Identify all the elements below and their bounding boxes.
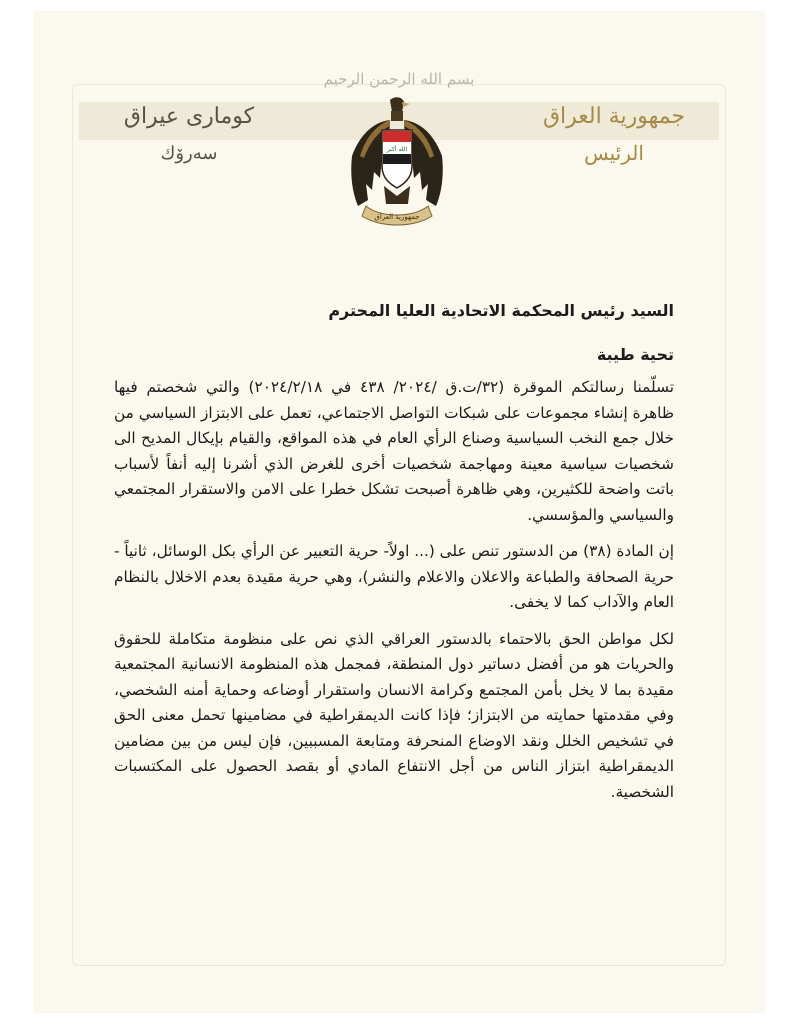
paragraph: إن المادة (٣٨) من الدستور تنص على (... اولاً- حرية التعبير عن الرأي بكل الوسائل، ثانياً - حرية الصحافة والطباعة والاعلان والاعلام والنشر)، وهي حرية مقيدة بعدم الاخلال بالنظام العام والآداب كما لا يخفى.	[113, 542, 674, 611]
arabic-subtitle: الرئيس	[584, 141, 644, 165]
eagle-emblem-icon	[344, 94, 450, 234]
addressee: السيد رئيس المحكمة الاتحادية العليا المحترم	[328, 301, 674, 320]
basmala: بسم الله الرحمن الرحيم	[323, 70, 475, 88]
arabic-title: جمهورية العراق	[542, 104, 686, 129]
arabic-letterhead	[534, 104, 694, 165]
letter-page	[34, 12, 764, 1012]
kurdish-subtitle: سەرۆك	[160, 143, 218, 164]
kurdish-letterhead	[104, 104, 274, 164]
letter-body	[114, 298, 674, 816]
emblem-text-bottom: جمهورية العراق	[374, 213, 420, 221]
kurdish-title: كوماری عیراق	[123, 104, 255, 129]
paragraph: تسلّمنا رسالتكم الموقرة (٣٢/ت.ق /٢٠٢٤/ ٤٣٨ في ٢٠٢٤/٢/١٨) والتي شخصتم فيها ظاهرة إنشاء مجموعات على شبكات التواصل الاجتماعي، تعمل على الابتزاز السياسي من خلال جمع النخب السياسية وصناع الرأي العام في هذه المواقع، والقيام بإيكال المديح الى شخصيات سياسية معينة ومهاجمة شخصيات أخرى للغرض الذي أشرنا إليه أنفاً لأسباب باتت واضحة للكثيرين، وهي ظاهرة أصبحت تشكل خطرا على الامن والاستقرار المجتمعي والسياسي والمؤسسي.	[114, 378, 674, 524]
greeting: تحية طيبة	[596, 344, 674, 364]
emblem-text-top: الله أكبر	[386, 146, 408, 153]
paragraph: لكل مواطن الحق بالاحتماء بالدستور العراقي الذي نص على منظومة متكاملة للحقوق والحريات هو من أفضل دساتير دول المنطقة، فمجمل هذه المنظومة الانسانية المجتمعية مقيدة بما لا يخل بأمن المجتمع وكرامة الانسان واستقرار أوضاعه وحماية أمنه الشخصي، وفي مقدمتها حمايته من الابتزاز؛ فإذا كانت الديمقراطية في مضامينها تحمل معنى الحق في تشخيص الخلل ونقد الاوضاع المنحرفة ومتابعة المسببين، فإن ليس من بين مضامين الديمقراطية ابتزاز الناس من أجل الانتفاع المادي أو بقصد الحصول على المكتسبات الشخصية.	[114, 629, 674, 801]
